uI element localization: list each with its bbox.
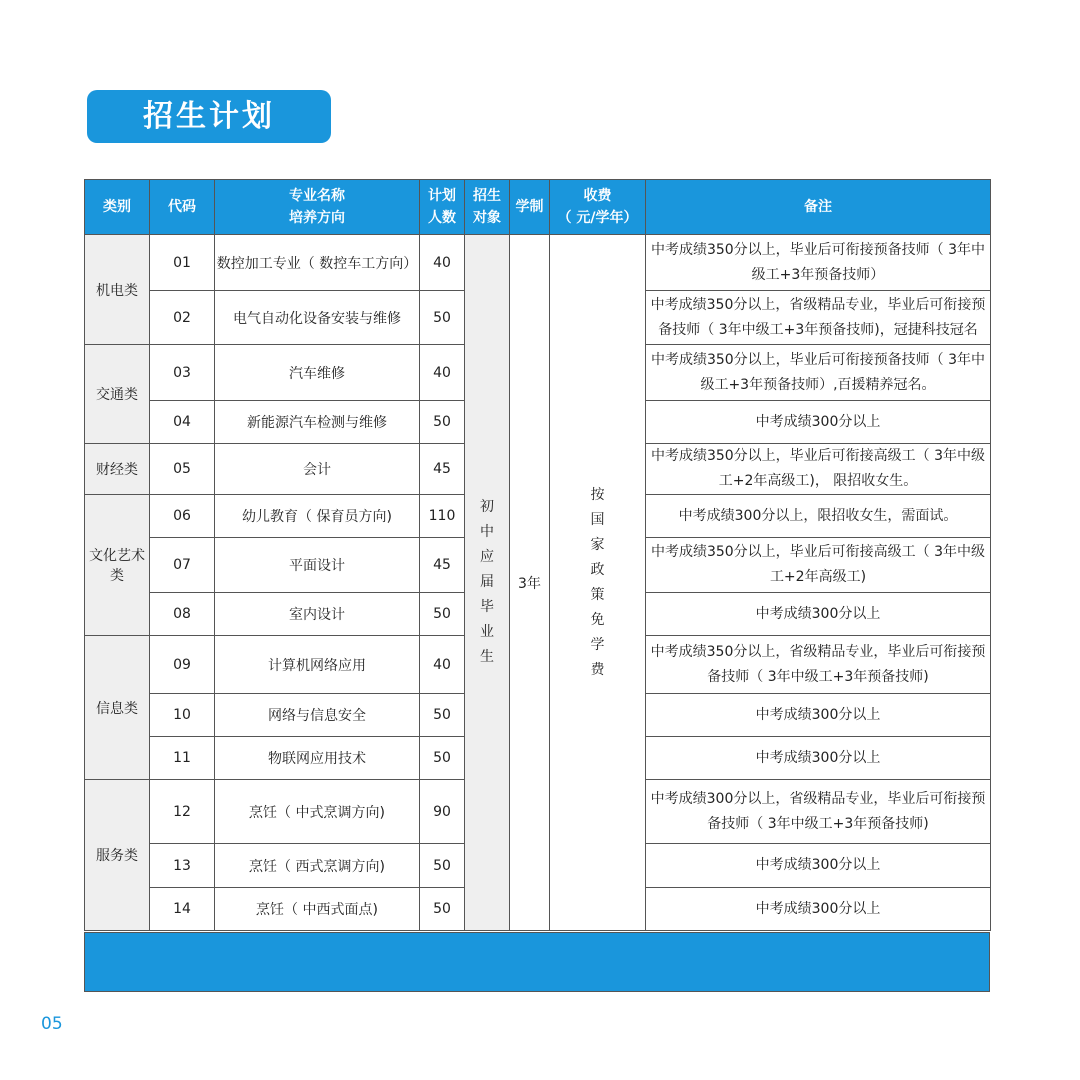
section-title: 招生计划 bbox=[87, 90, 331, 143]
major-cell: 物联网应用技术 bbox=[215, 737, 420, 780]
count-cell: 90 bbox=[420, 780, 465, 844]
table-header-row bbox=[85, 180, 991, 235]
code-cell: 13 bbox=[150, 844, 215, 888]
category-cell: 信息类 bbox=[85, 636, 150, 780]
note-cell: 中考成绩300分以上 bbox=[646, 888, 991, 931]
count-cell: 50 bbox=[420, 844, 465, 888]
count-cell: 50 bbox=[420, 888, 465, 931]
major-cell: 汽车维修 bbox=[215, 345, 420, 401]
code-cell: 04 bbox=[150, 401, 215, 444]
note-cell: 中考成绩300分以上 bbox=[646, 401, 991, 444]
category-cell: 服务类 bbox=[85, 780, 150, 931]
major-cell: 幼儿教育（ 保育员方向) bbox=[215, 495, 420, 538]
enrollment-plan-table bbox=[84, 179, 991, 931]
code-cell: 12 bbox=[150, 780, 215, 844]
table-row bbox=[85, 235, 991, 291]
count-cell: 40 bbox=[420, 636, 465, 694]
category-cell: 财经类 bbox=[85, 444, 150, 495]
footer-bar bbox=[84, 932, 990, 992]
code-cell: 11 bbox=[150, 737, 215, 780]
note-cell: 中考成绩300分以上，省级精品专业，毕业后可衔接预备技师（ 3年中级工+3年预备技师) bbox=[646, 780, 991, 844]
header-plan-count: 计划 人数 bbox=[420, 180, 465, 235]
count-cell: 45 bbox=[420, 444, 465, 495]
count-cell: 50 bbox=[420, 291, 465, 345]
major-cell: 网络与信息安全 bbox=[215, 694, 420, 737]
note-cell: 中考成绩350分以上，省级精品专业，毕业后可衔接预备技师（ 3年中级工+3年预备技师)，冠捷科技冠名 bbox=[646, 291, 991, 345]
count-cell: 50 bbox=[420, 737, 465, 780]
target-cell: 初 中 应 届 毕 业 生 bbox=[465, 235, 510, 931]
code-cell: 10 bbox=[150, 694, 215, 737]
header-fee: 收费 （ 元/学年） bbox=[550, 180, 646, 235]
code-cell: 09 bbox=[150, 636, 215, 694]
major-cell: 会计 bbox=[215, 444, 420, 495]
note-cell: 中考成绩350分以上，毕业后可衔接预备技师（ 3年中级工+3年预备技师） bbox=[646, 235, 991, 291]
count-cell: 50 bbox=[420, 694, 465, 737]
major-cell: 烹饪（ 中西式面点) bbox=[215, 888, 420, 931]
major-cell: 烹饪（ 西式烹调方向) bbox=[215, 844, 420, 888]
major-cell: 室内设计 bbox=[215, 593, 420, 636]
count-cell: 40 bbox=[420, 345, 465, 401]
category-cell: 交通类 bbox=[85, 345, 150, 444]
count-cell: 40 bbox=[420, 235, 465, 291]
header-category: 类别 bbox=[85, 180, 150, 235]
duration-cell: 3年 bbox=[510, 235, 550, 931]
header-target: 招生 对象 bbox=[465, 180, 510, 235]
note-cell: 中考成绩300分以上，限招收女生，需面试。 bbox=[646, 495, 991, 538]
code-cell: 14 bbox=[150, 888, 215, 931]
header-duration: 学制 bbox=[510, 180, 550, 235]
code-cell: 07 bbox=[150, 538, 215, 593]
major-cell: 计算机网络应用 bbox=[215, 636, 420, 694]
header-major: 专业名称 培养方向 bbox=[215, 180, 420, 235]
code-cell: 01 bbox=[150, 235, 215, 291]
major-cell: 烹饪（ 中式烹调方向) bbox=[215, 780, 420, 844]
note-cell: 中考成绩300分以上 bbox=[646, 593, 991, 636]
count-cell: 50 bbox=[420, 593, 465, 636]
page-number: 05 bbox=[41, 1014, 63, 1034]
note-cell: 中考成绩300分以上 bbox=[646, 737, 991, 780]
major-cell: 数控加工专业（ 数控车工方向） bbox=[215, 235, 420, 291]
note-cell: 中考成绩300分以上 bbox=[646, 844, 991, 888]
count-cell: 110 bbox=[420, 495, 465, 538]
note-cell: 中考成绩350分以上，省级精品专业，毕业后可衔接预备技师（ 3年中级工+3年预备技师) bbox=[646, 636, 991, 694]
code-cell: 06 bbox=[150, 495, 215, 538]
header-note: 备注 bbox=[646, 180, 991, 235]
major-cell: 平面设计 bbox=[215, 538, 420, 593]
code-cell: 02 bbox=[150, 291, 215, 345]
category-cell: 文化艺术类 bbox=[85, 495, 150, 636]
count-cell: 45 bbox=[420, 538, 465, 593]
code-cell: 08 bbox=[150, 593, 215, 636]
note-cell: 中考成绩350分以上，毕业后可衔接高级工（ 3年中级工+2年高级工) bbox=[646, 538, 991, 593]
count-cell: 50 bbox=[420, 401, 465, 444]
header-code: 代码 bbox=[150, 180, 215, 235]
note-cell: 中考成绩350分以上，毕业后可衔接高级工（ 3年中级工+2年高级工)， 限招收女生。 bbox=[646, 444, 991, 495]
fee-cell: 按 国 家 政 策 免 学 费 bbox=[550, 235, 646, 931]
major-cell: 新能源汽车检测与维修 bbox=[215, 401, 420, 444]
major-cell: 电气自动化设备安装与维修 bbox=[215, 291, 420, 345]
note-cell: 中考成绩300分以上 bbox=[646, 694, 991, 737]
category-cell: 机电类 bbox=[85, 235, 150, 345]
code-cell: 05 bbox=[150, 444, 215, 495]
code-cell: 03 bbox=[150, 345, 215, 401]
note-cell: 中考成绩350分以上，毕业后可衔接预备技师（ 3年中级工+3年预备技师）,百援精养冠名。 bbox=[646, 345, 991, 401]
